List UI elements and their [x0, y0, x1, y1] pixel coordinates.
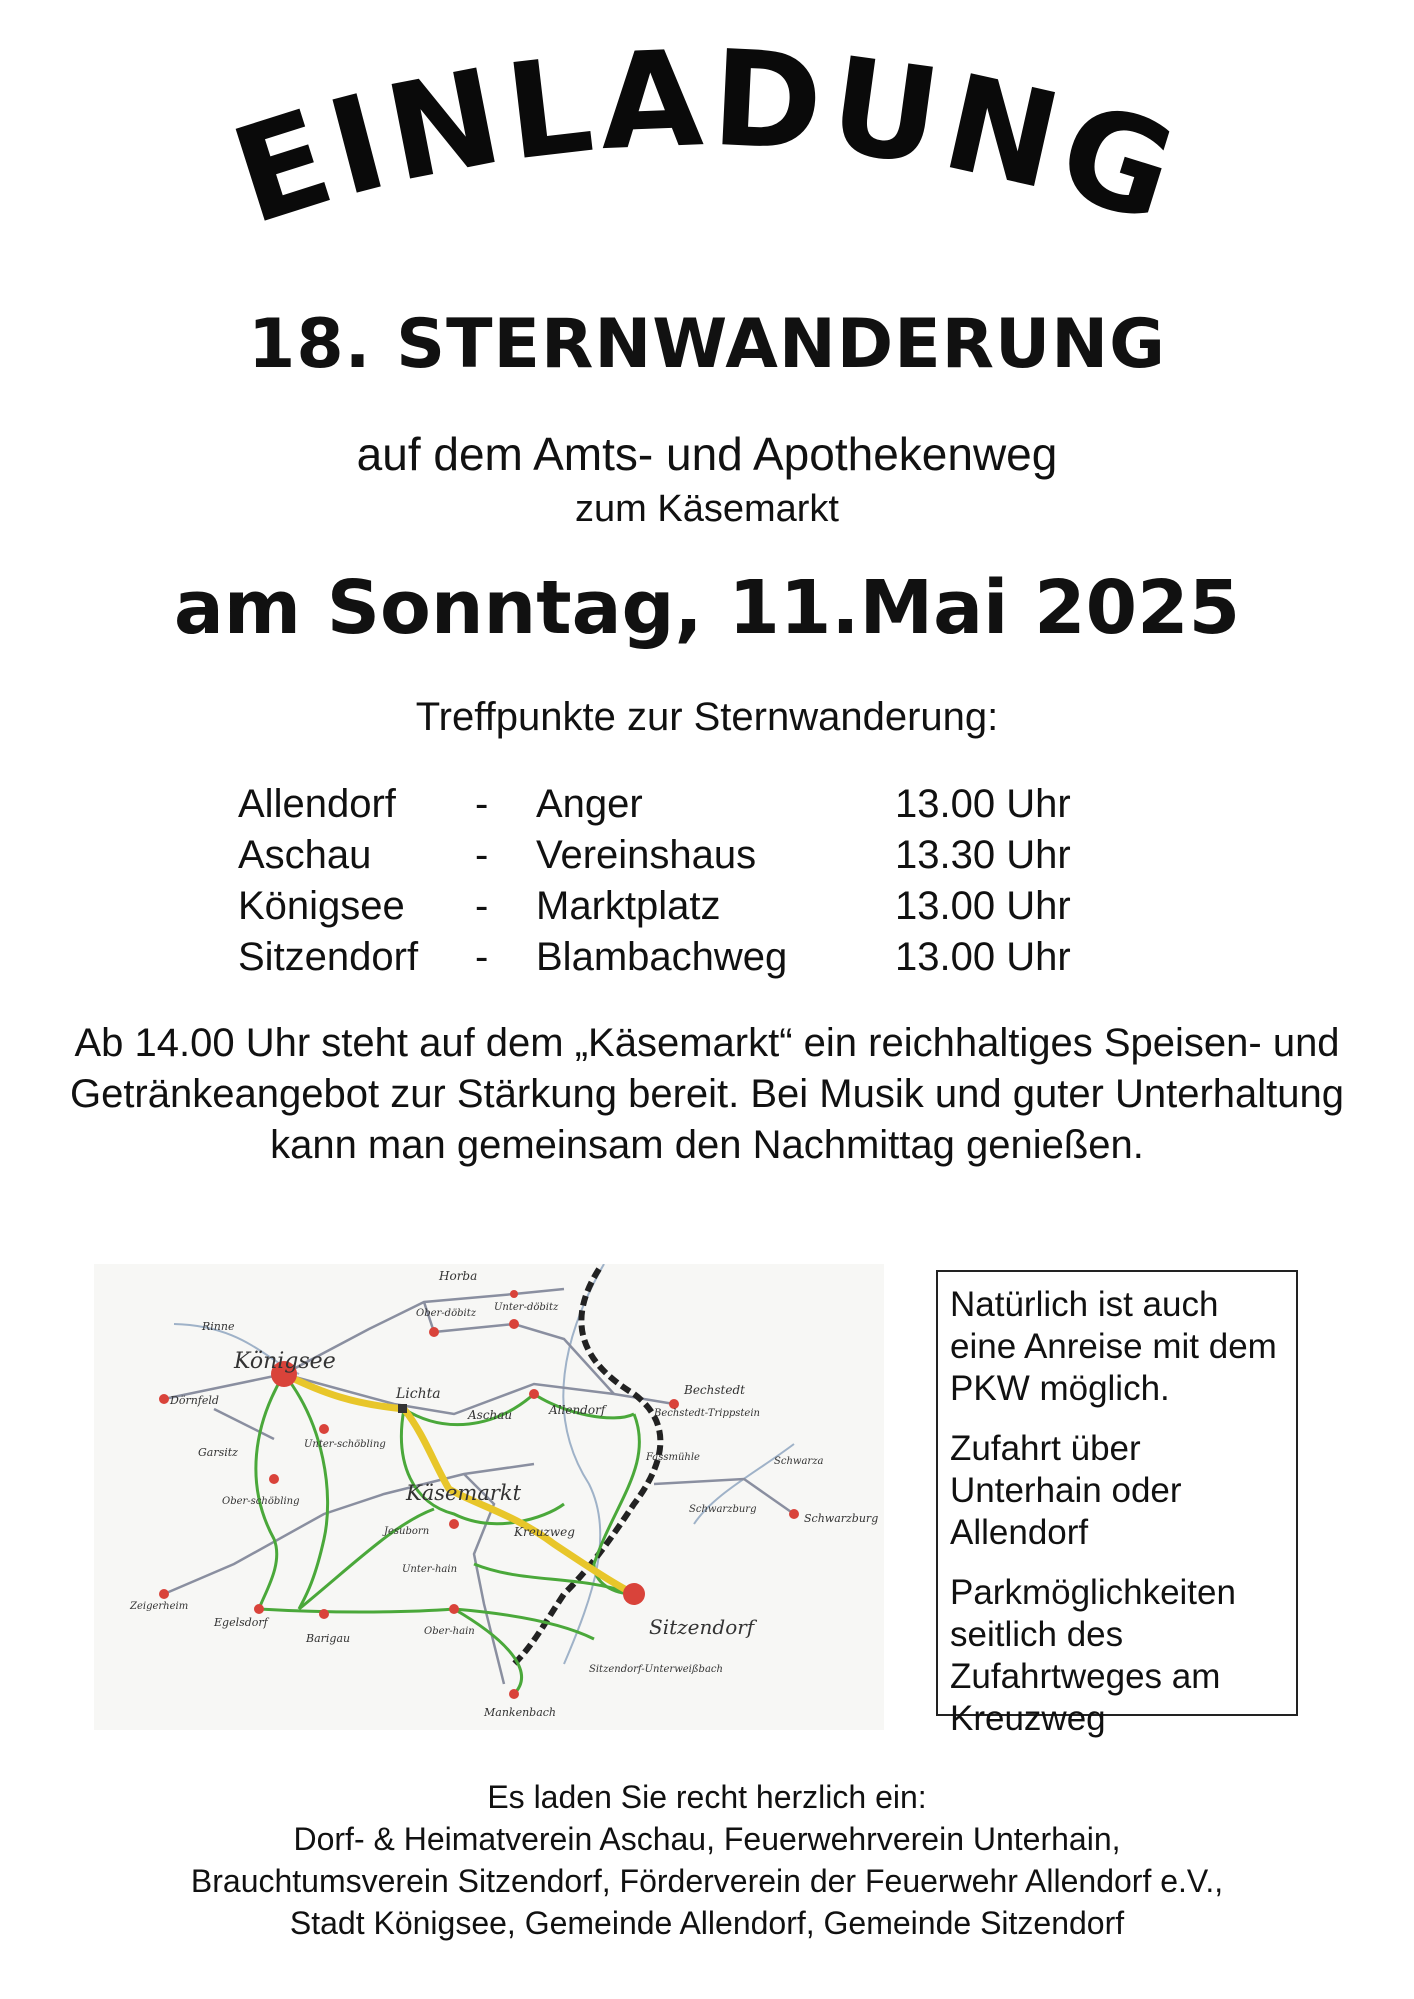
town-dot — [449, 1519, 459, 1529]
meeting-town: Allendorf — [238, 782, 396, 826]
map-label: Rinne — [202, 1320, 235, 1333]
meeting-heading: Treffpunkte zur Sternwanderung: — [415, 695, 999, 739]
event-date: am Sonntag, 11.Mai 2025 — [173, 565, 1241, 651]
map-label: Jesuborn — [384, 1526, 430, 1537]
headline — [80, 40, 1334, 290]
meeting-time: 13.00 Uhr — [895, 935, 1071, 979]
town-dot — [529, 1389, 539, 1399]
town-dot — [159, 1394, 169, 1404]
map-label-kaesemarkt: Käsemarkt — [406, 1481, 522, 1505]
town-dot — [319, 1424, 329, 1434]
note-access: Zufahrt über Unterhain oder Allendorf — [950, 1429, 1182, 1552]
green-route — [454, 1609, 594, 1639]
green-routes — [256, 1374, 640, 1694]
map-label: Schwarza — [774, 1456, 824, 1467]
town-dot — [789, 1509, 799, 1519]
town-dot — [510, 1290, 518, 1298]
event-title: 18. STERNWANDERUNG — [248, 305, 1166, 384]
closing-line: Brauchtumsverein Sitzendorf, Förderverein der Feuerwehr Allendorf e.V., — [190, 1863, 1224, 1899]
meeting-town: Königsee — [238, 884, 405, 928]
meeting-dash: - — [475, 935, 489, 979]
map-label: Garsitz — [198, 1446, 238, 1459]
map-label: Aschau — [468, 1408, 513, 1422]
map-label-koenigsee: Königsee — [234, 1349, 336, 1374]
note-parking: Parkmöglichkeiten seitlich des Zufahrtweges am Kreuzweg — [950, 1573, 1236, 1738]
closing-line: Stadt Königsee, Gemeinde Allendorf, Gemeinde Sitzendorf — [289, 1905, 1125, 1941]
meeting-town: Sitzendorf — [238, 935, 419, 979]
meeting-place: Blambachweg — [536, 935, 788, 979]
map-label: Ober-schöbling — [222, 1496, 300, 1507]
meeting-dash: - — [475, 833, 489, 877]
town-dot — [509, 1319, 519, 1329]
route-line: auf dem Amts- und Apothekenweg — [356, 428, 1058, 480]
route-map — [94, 1264, 884, 1730]
map-label: Ober-döbitz — [416, 1308, 476, 1319]
map-label: Schwarzburg — [804, 1512, 879, 1525]
meeting-time: 13.00 Uhr — [895, 782, 1071, 826]
map-label: Zeigerheim — [130, 1601, 189, 1612]
closing-invitation — [0, 1776, 1414, 1944]
closing-line: Dorf- & Heimatverein Aschau, Feuerwehrverein Unterhain, — [293, 1821, 1121, 1857]
closing-line: Es laden Sie recht herzlich ein: — [487, 1779, 927, 1815]
meeting-place: Vereinshaus — [536, 833, 757, 877]
town-dot-sitzendorf — [623, 1583, 645, 1605]
green-route — [256, 1374, 284, 1609]
town-dot — [429, 1327, 439, 1337]
green-route — [284, 1374, 328, 1609]
map-label: Schwarzburg — [689, 1504, 757, 1515]
info-paragraph: Ab 14.00 Uhr steht auf dem „Käsemarkt“ ein reichhaltiges Speisen- und Getränkeangebot zur Stärkung bereit. Bei Musik und guter Unterhaltung kann man gemeinsam den Nachmittag genießen. — [69, 1021, 1345, 1167]
note-arrival: Natürlich ist auch eine Anreise mit dem PKW möglich. — [950, 1285, 1277, 1408]
meeting-time: 13.30 Uhr — [895, 833, 1071, 877]
town-dot — [159, 1589, 169, 1599]
green-route — [259, 1609, 522, 1694]
map-label: Unter-döbitz — [494, 1302, 559, 1313]
headline-text: EINLADUNG — [216, 40, 1198, 255]
meeting-place: Anger — [536, 782, 643, 826]
meeting-time: 13.00 Uhr — [895, 884, 1071, 928]
map-label: Mankenbach — [484, 1706, 557, 1719]
destination-line: zum Käsemarkt — [575, 488, 839, 530]
town-dot — [509, 1689, 519, 1699]
town-marker-lichta — [398, 1404, 407, 1413]
meeting-place: Marktplatz — [536, 884, 721, 928]
river-schwarza — [563, 1264, 604, 1664]
map-label: Sitzendorf-Unterweißbach — [589, 1664, 723, 1675]
town-dot — [449, 1604, 459, 1614]
car-arrival-note — [936, 1270, 1298, 1738]
map-label: Bechstedt-Trippstein — [654, 1408, 760, 1419]
map-label: Unter-hain — [402, 1564, 458, 1575]
map-label: Barigau — [306, 1632, 351, 1645]
map-label: Ober-hain — [424, 1626, 475, 1637]
map-label: Fassmühle — [646, 1452, 700, 1463]
town-dot — [319, 1609, 329, 1619]
town-dot — [269, 1474, 279, 1484]
map-label: Kreuzweg — [514, 1525, 575, 1539]
town-dot — [254, 1604, 264, 1614]
map-label: Dörnfeld — [170, 1394, 219, 1407]
map-label: Allendorf — [549, 1403, 606, 1417]
map-label: Lichta — [396, 1386, 441, 1402]
map-label: Unter-schöbling — [304, 1439, 386, 1450]
meeting-town: Aschau — [238, 833, 372, 877]
map-label-sitzendorf: Sitzendorf — [649, 1615, 755, 1639]
map-label: Bechstedt — [684, 1383, 745, 1397]
meeting-dash: - — [475, 884, 489, 928]
meeting-dash: - — [475, 782, 489, 826]
map-label: Horba — [439, 1269, 478, 1283]
map-label: Egelsdorf — [214, 1616, 268, 1629]
